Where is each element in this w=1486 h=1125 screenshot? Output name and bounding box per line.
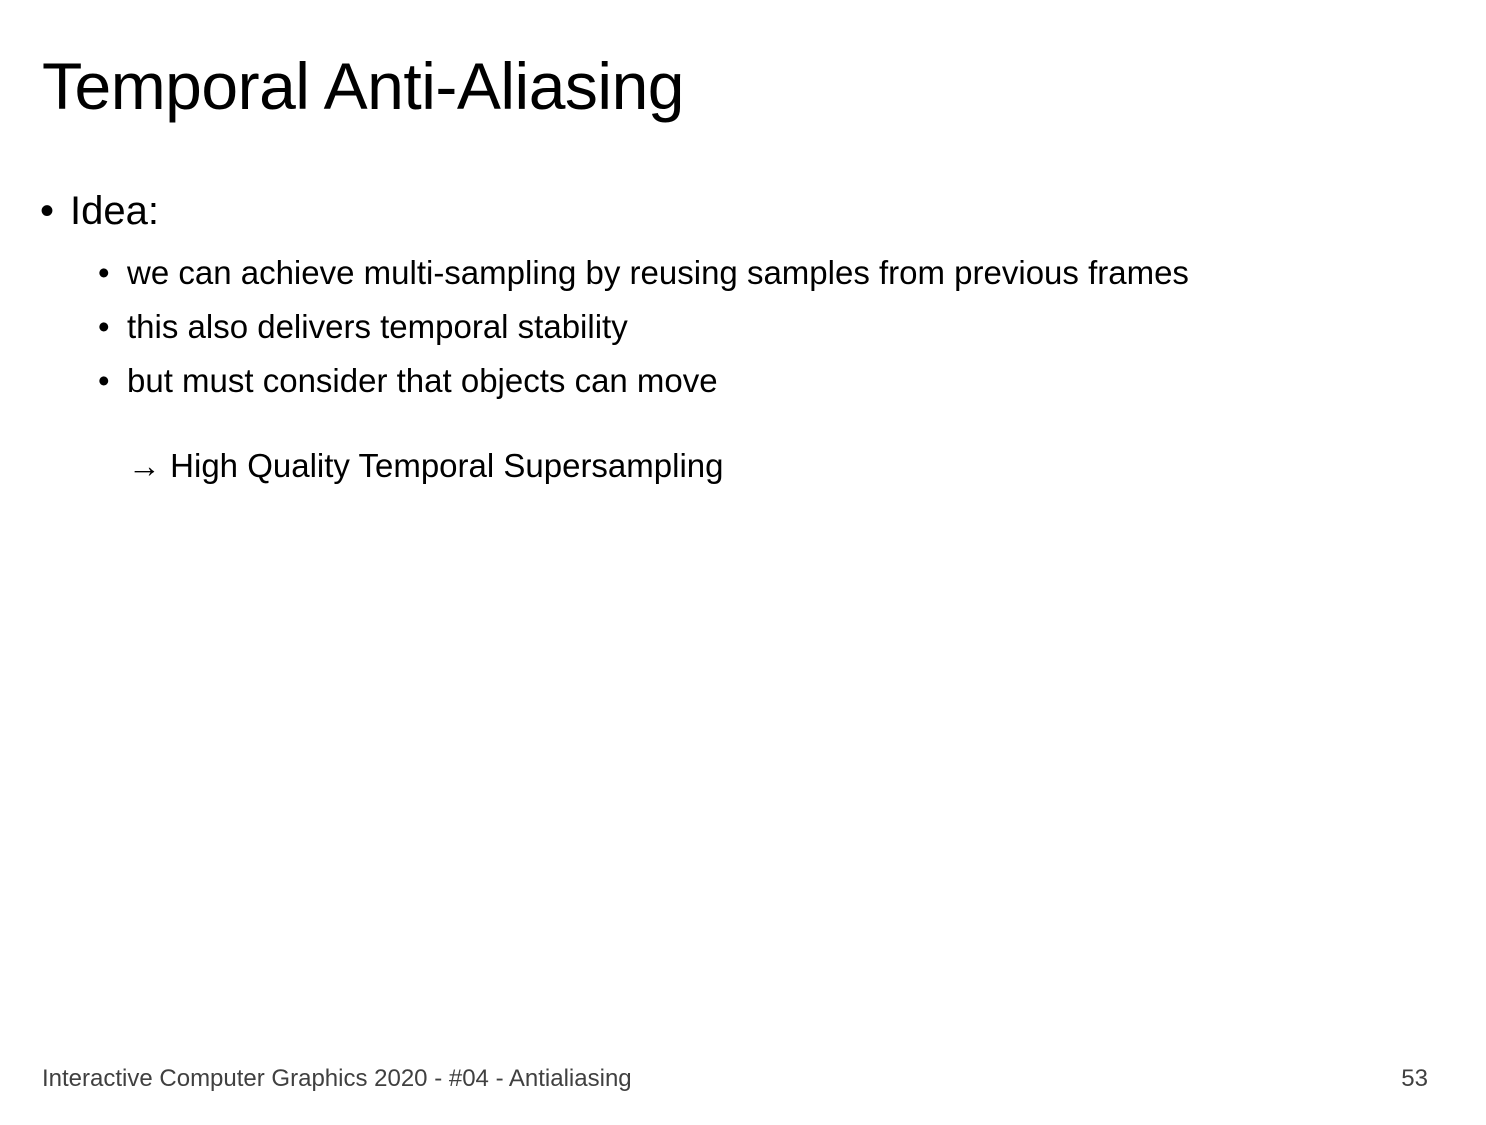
slide-title: Temporal Anti-Aliasing bbox=[42, 49, 684, 123]
sub-bullet-marker: • bbox=[98, 254, 110, 291]
sub-bullet-marker: • bbox=[98, 308, 110, 345]
sub-bullet-text: this also delivers temporal stability bbox=[127, 308, 628, 345]
sub-bullet-text: we can achieve multi-sampling by reusing samples from previous frames bbox=[127, 254, 1189, 291]
conclusion-text: → High Quality Temporal Supersampling bbox=[128, 447, 724, 484]
sub-bullet-marker: • bbox=[98, 362, 110, 399]
sub-bullet-list bbox=[98, 246, 1189, 408]
sub-bullet-item bbox=[98, 246, 1189, 300]
sub-bullet-item bbox=[98, 354, 1189, 408]
bullet-label: Idea: bbox=[70, 189, 159, 233]
sub-bullet-item bbox=[98, 300, 1189, 354]
slide-page-number: 53 bbox=[1401, 1065, 1428, 1092]
bullet-marker: • bbox=[40, 189, 55, 233]
sub-bullet-text: but must consider that objects can move bbox=[127, 362, 718, 399]
footer-course-label: Interactive Computer Graphics 2020 - #04 - Antialiasing bbox=[42, 1065, 632, 1092]
bullet-idea bbox=[40, 186, 159, 236]
